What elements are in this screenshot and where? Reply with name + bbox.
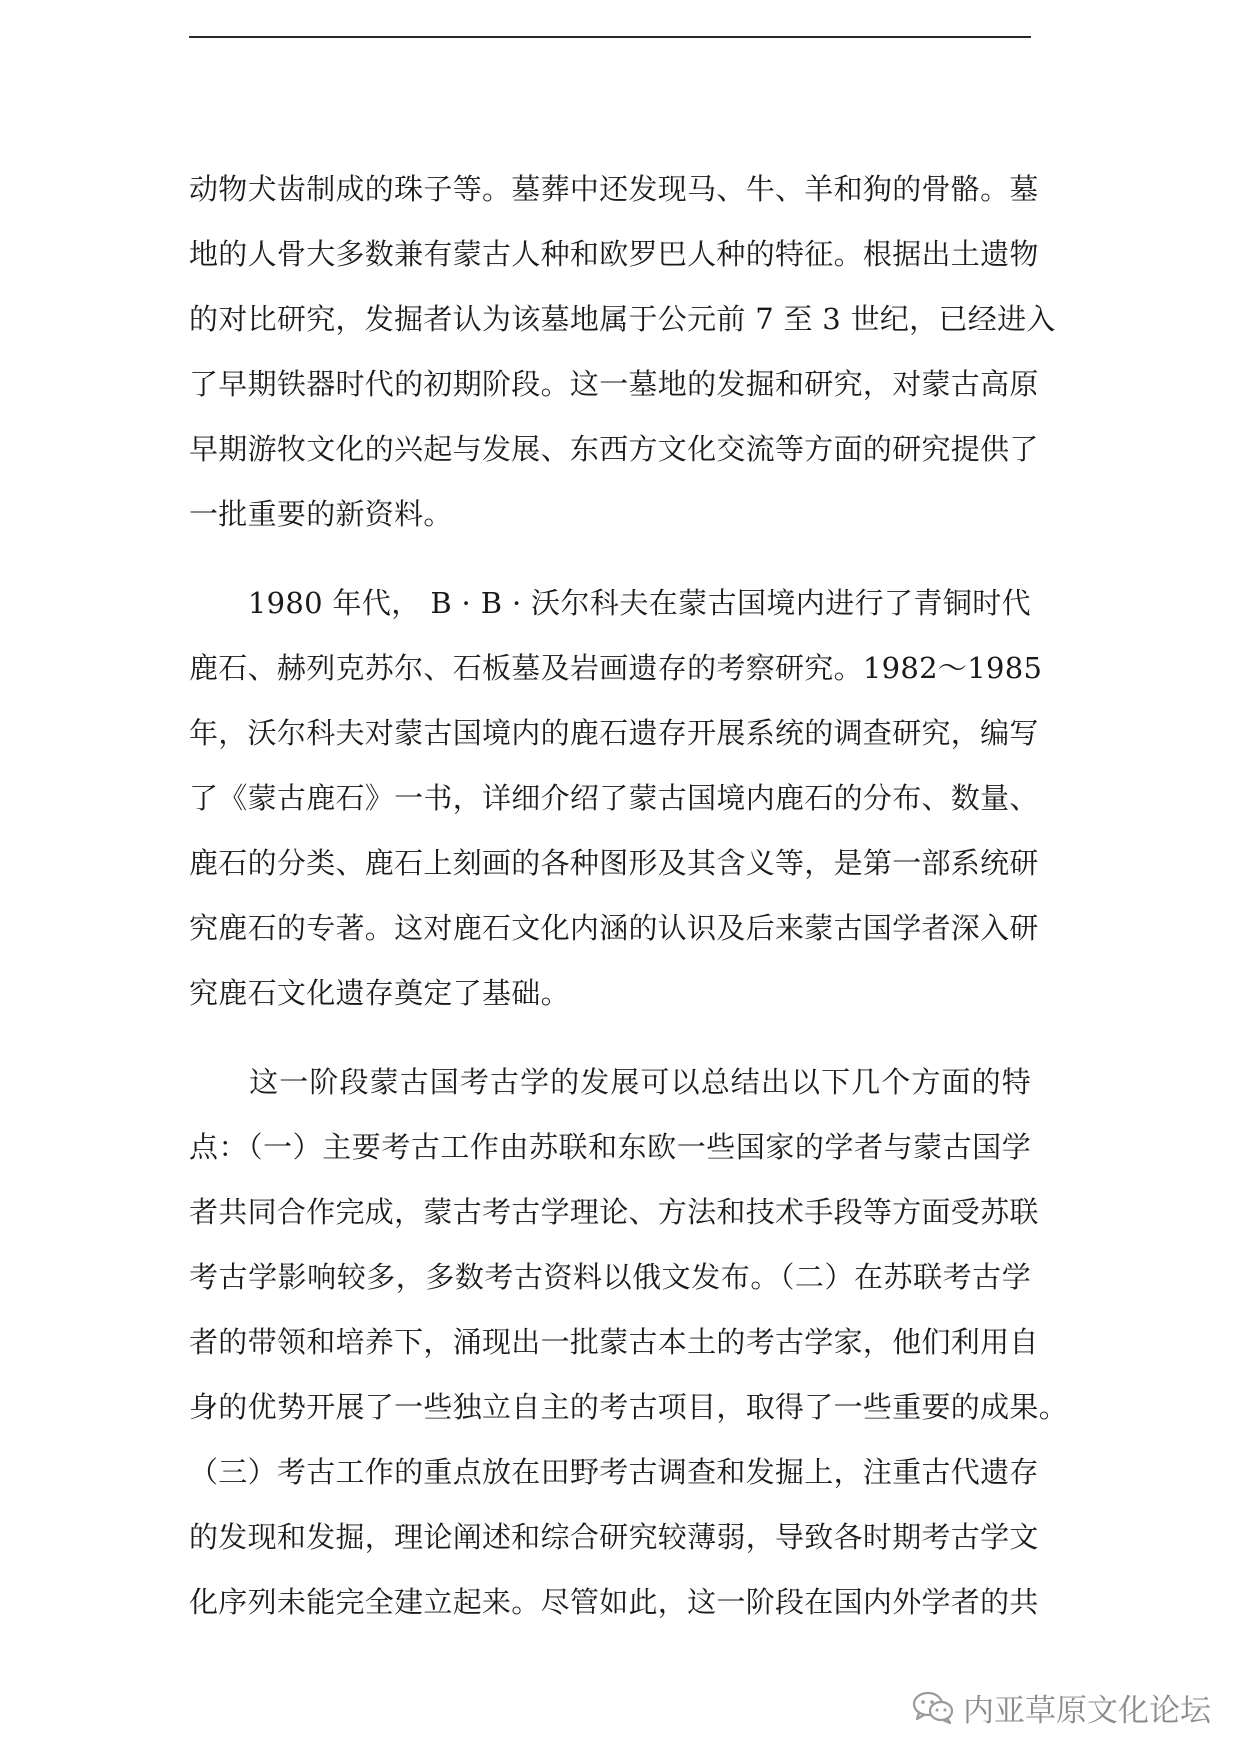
wechat-icon [911,1689,955,1725]
paragraph-spacer [189,1026,1031,1050]
text-line: 早期游牧文化的兴起与发展、东西方文化交流等方面的研究提供了 [189,432,1039,466]
header-rule [189,36,1031,38]
text-line: 身的优势开展了一些独立自主的考古项目，取得了一些重要的成果。 [189,1390,1069,1424]
text-line: 考古学影响较多，多数考古资料以俄文发布。（二）在苏联考古学 [189,1260,1031,1294]
text-line: 的对比研究，发掘者认为该墓地属于公元前 7 至 3 世纪，已经进入 [189,302,1056,336]
paragraph [189,571,1043,1026]
text-line: 究鹿石的专著。这对鹿石文化内涵的认识及后来蒙古国学者深入研 [189,911,1039,945]
text-line: 者的带领和培养下，涌现出一批蒙古本土的考古学家，他们利用自 [189,1325,1039,1359]
text-line: （三）考古工作的重点放在田野考古调查和发掘上，注重古代遗存 [189,1455,1039,1489]
text-line: 了《蒙古鹿石》一书，详细介绍了蒙古国境内鹿石的分布、数量、 [189,781,1039,815]
paragraph-spacer [189,547,1031,571]
text-line: 化序列未能完全建立起来。尽管如此，这一阶段在国内外学者的共 [189,1585,1039,1619]
text-line: 的发现和发掘，理论阐述和综合研究较薄弱，导致各时期考古学文 [189,1520,1039,1554]
text-line: 动物犬齿制成的珠子等。墓葬中还发现马、牛、羊和狗的骨骼。墓 [189,172,1039,206]
text-line: 地的人骨大多数兼有蒙古人种和欧罗巴人种的特征。根据出土遗物 [189,237,1039,271]
text-line: 一批重要的新资料。 [189,497,453,531]
watermark-text: 内亚草原文化论坛 [963,1692,1211,1729]
text-line: 者共同合作完成，蒙古考古学理论、方法和技术手段等方面受苏联 [189,1195,1039,1229]
paragraph [189,1050,1069,1635]
paragraph [189,157,1056,547]
document-body [189,157,1069,1635]
text-line: 点：（一）主要考古工作由苏联和东欧一些国家的学者与蒙古国学 [189,1130,1031,1164]
text-line: 了早期铁器时代的初期阶段。这一墓地的发掘和研究，对蒙古高原 [189,367,1039,401]
text-line: 这一阶段蒙古国考古学的发展可以总结出以下几个方面的特 [189,1065,1031,1099]
watermark [911,1684,1211,1730]
text-line: 鹿石、赫列克苏尔、石板墓及岩画遗存的考察研究。1982～1985 [189,651,1043,685]
text-line: 年，沃尔科夫对蒙古国境内的鹿石遗存开展系统的调查研究，编写 [189,716,1039,750]
text-line: 究鹿石文化遗存奠定了基础。 [189,976,570,1010]
text-line: 1980 年代， В · В · 沃尔科夫在蒙古国境内进行了青铜时代 [189,586,1031,620]
text-line: 鹿石的分类、鹿石上刻画的各种图形及其含义等，是第一部系统研 [189,846,1039,880]
